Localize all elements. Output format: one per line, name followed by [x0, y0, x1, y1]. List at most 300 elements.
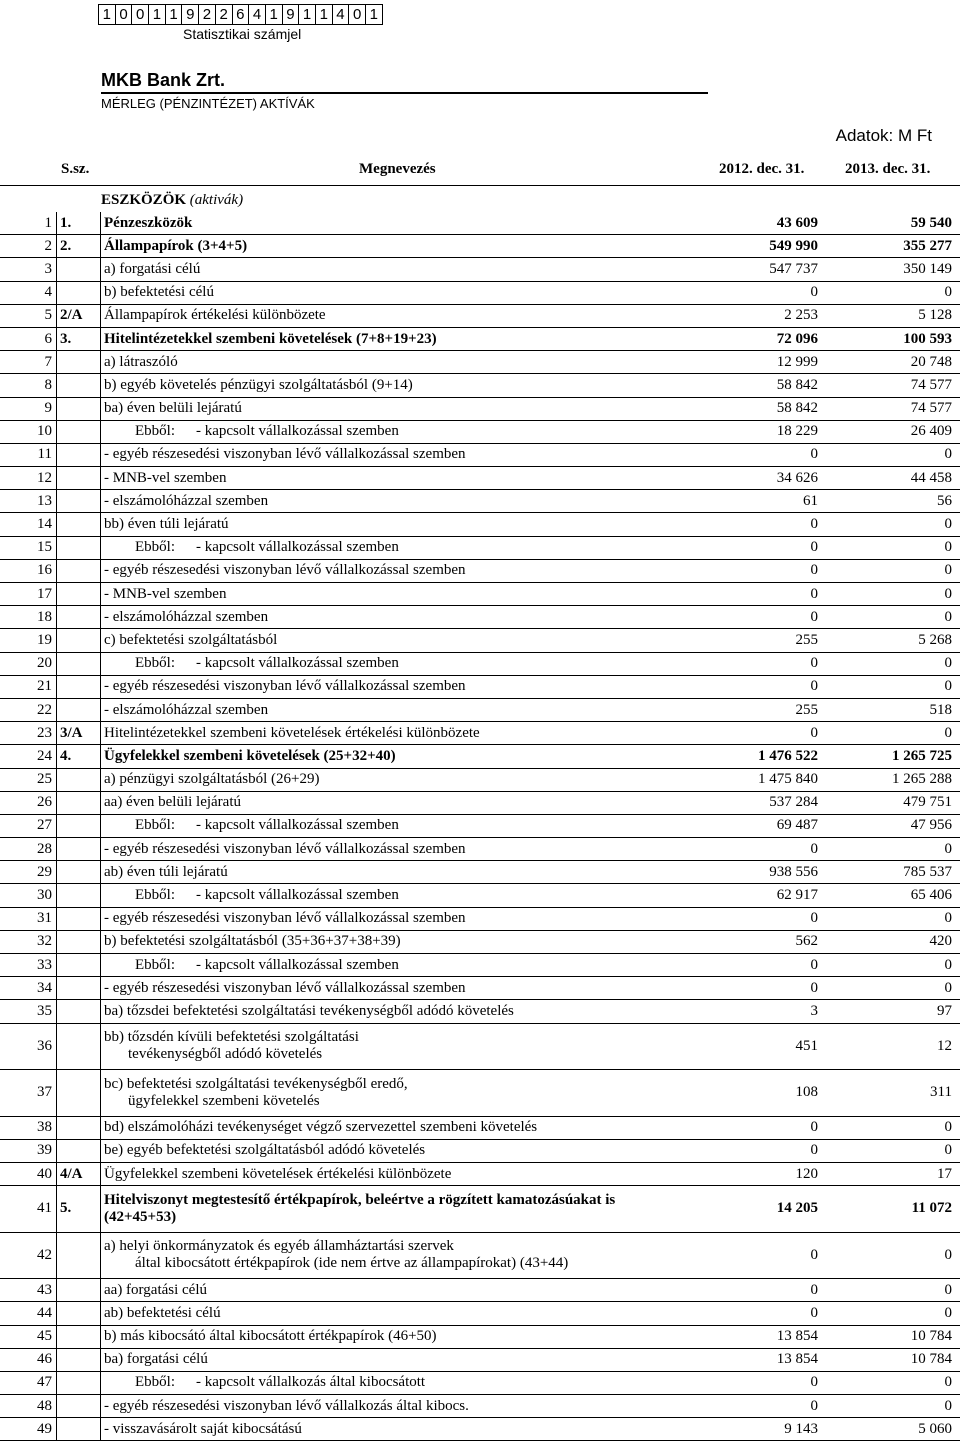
ebbol-label: Ebből:	[135, 887, 175, 904]
table-row	[0, 351, 960, 374]
row-number: 47	[0, 1371, 57, 1394]
row-label	[101, 235, 709, 258]
row-code	[57, 791, 101, 814]
value-2012: 0	[708, 954, 834, 977]
row-number: 36	[0, 1023, 57, 1070]
row-code	[57, 954, 101, 977]
row-label-text: ab) éven túli lejáratú	[104, 863, 228, 880]
row-number: 3	[0, 258, 57, 281]
row-number: 8	[0, 374, 57, 397]
value-2012: 537 284	[708, 791, 834, 814]
row-label	[101, 327, 709, 350]
row-label	[101, 304, 709, 327]
value-2013: 0	[834, 1279, 960, 1302]
row-label-text: - egyéb részesedési viszonyban lévő vállalkozással szemben	[104, 678, 466, 695]
row-label	[101, 1395, 709, 1418]
row-label	[101, 698, 709, 721]
table-row	[0, 930, 960, 953]
row-number: 17	[0, 583, 57, 606]
header-name: Megnevezés	[359, 161, 436, 177]
row-number: 15	[0, 536, 57, 559]
row-label	[101, 745, 709, 768]
stat-digit-box: 1	[265, 4, 283, 25]
table-row	[0, 397, 960, 420]
value-2012: 0	[708, 1302, 834, 1325]
row-label	[101, 1371, 709, 1394]
row-number: 26	[0, 791, 57, 814]
row-code: 3.	[57, 327, 101, 350]
row-label-text: ba) éven belüli lejáratú	[104, 400, 242, 417]
table-row	[0, 583, 960, 606]
table-row	[0, 768, 960, 791]
report-title: MÉRLEG (PÉNZINTÉZET) AKTÍVÁK	[101, 92, 708, 112]
row-label	[101, 467, 709, 490]
row-label-text: ab) befektetési célú	[104, 1304, 221, 1321]
ebbol-label: Ebből:	[135, 817, 175, 834]
stat-digit-box: 4	[332, 4, 350, 25]
row-label	[101, 443, 709, 466]
row-label-text: Pénzeszközök	[104, 214, 193, 231]
value-2012: 0	[708, 1116, 834, 1139]
value-2013: 0	[834, 977, 960, 1000]
row-label	[101, 490, 709, 513]
row-label-line2: által kibocsátott értékpapírok (ide nem értve az állampapírokat) (43+44)	[135, 1255, 569, 1272]
value-2013: 0	[834, 513, 960, 536]
header-ssz: S.sz.	[61, 161, 90, 177]
value-2012: 0	[708, 907, 834, 930]
row-label-text: aa) éven belüli lejáratú	[104, 794, 242, 811]
table-row	[0, 443, 960, 466]
row-number: 29	[0, 861, 57, 884]
value-2013: 20 748	[834, 351, 960, 374]
ebbol-label: Ebből:	[135, 1374, 175, 1391]
row-code	[57, 351, 101, 374]
table-row	[0, 1000, 960, 1023]
row-label	[101, 212, 709, 235]
row-number: 6	[0, 327, 57, 350]
row-number: 10	[0, 420, 57, 443]
row-number: 44	[0, 1302, 57, 1325]
value-2012: 0	[708, 1232, 834, 1279]
row-sublabel: - kapcsolt vállalkozással szemben	[196, 956, 399, 973]
section-title-text: ESZKÖZÖK	[101, 192, 187, 208]
row-code	[57, 397, 101, 420]
row-label-text: be) egyéb befektetési szolgáltatásból adódó követelés	[104, 1142, 426, 1159]
row-code: 2.	[57, 235, 101, 258]
table-row	[0, 467, 960, 490]
table-row	[0, 907, 960, 930]
value-2013: 100 593	[834, 327, 960, 350]
row-number: 25	[0, 768, 57, 791]
row-code: 4.	[57, 745, 101, 768]
stat-number-boxes	[98, 4, 383, 25]
row-label-text: Hitelintézetekkel szembeni követelések (7+8+19+23)	[104, 330, 437, 347]
value-2012: 62 917	[708, 884, 834, 907]
row-number: 21	[0, 675, 57, 698]
row-label	[101, 559, 709, 582]
table-row	[0, 791, 960, 814]
row-label-text: - egyéb részesedési viszonyban lévő vállalkozással szemben	[104, 910, 466, 927]
value-2013: 5 128	[834, 304, 960, 327]
row-label-text: a) forgatási célú	[104, 260, 201, 277]
value-2013: 0	[834, 583, 960, 606]
value-2013: 1 265 725	[834, 745, 960, 768]
row-label-text: Állampapírok (3+4+5)	[104, 237, 248, 254]
row-number: 42	[0, 1232, 57, 1279]
value-2012: 13 854	[708, 1325, 834, 1348]
table-row	[0, 977, 960, 1000]
stat-digit-box: 6	[232, 4, 250, 25]
row-label	[101, 1000, 709, 1023]
row-number: 49	[0, 1418, 57, 1441]
row-number: 4	[0, 281, 57, 304]
row-code	[57, 1232, 101, 1279]
table-row	[0, 490, 960, 513]
stat-digit-box: 1	[148, 4, 166, 25]
row-code	[57, 1371, 101, 1394]
row-label-text: Ügyfelekkel szembeni követelések (25+32+40)	[104, 747, 396, 764]
section-note: (aktivák)	[189, 192, 244, 208]
row-code	[57, 513, 101, 536]
table-row	[0, 1139, 960, 1162]
table-row	[0, 861, 960, 884]
table-row	[0, 698, 960, 721]
row-label-text: b) más kibocsátó által kibocsátott értékpapírok (46+50)	[104, 1328, 437, 1345]
row-label	[101, 1279, 709, 1302]
row-label	[101, 838, 709, 861]
table-row	[0, 814, 960, 837]
value-2012: 72 096	[708, 327, 834, 350]
row-label	[101, 791, 709, 814]
ebbol-label: Ebből:	[135, 423, 175, 440]
value-2012: 108	[708, 1070, 834, 1117]
value-2012: 3	[708, 1000, 834, 1023]
row-code	[57, 861, 101, 884]
row-number: 34	[0, 977, 57, 1000]
table-row	[0, 1116, 960, 1139]
header-col-2013: 2013. dec. 31.	[845, 161, 931, 177]
row-number: 1	[0, 212, 57, 235]
row-number: 19	[0, 629, 57, 652]
stat-digit-box: 1	[298, 4, 316, 25]
row-label-line2: (42+45+53)	[104, 1208, 177, 1225]
section-title	[101, 192, 243, 209]
value-2013: 0	[834, 722, 960, 745]
row-label-text: ba) forgatási célú	[104, 1351, 208, 1368]
row-number: 20	[0, 652, 57, 675]
value-2013: 0	[834, 1116, 960, 1139]
ebbol-label: Ebből:	[135, 539, 175, 556]
row-code	[57, 1000, 101, 1023]
row-label-line2: tevékenységből adódó követelés	[128, 1046, 323, 1063]
value-2012: 58 842	[708, 374, 834, 397]
row-code	[57, 907, 101, 930]
row-label-text: Hitelintézetekkel szembeni követelések értékelési különbözete	[104, 724, 480, 741]
value-2013: 5 268	[834, 629, 960, 652]
stat-digit-box: 1	[365, 4, 383, 25]
row-number: 9	[0, 397, 57, 420]
table-row	[0, 235, 960, 258]
row-number: 48	[0, 1395, 57, 1418]
header-col-2012: 2012. dec. 31.	[719, 161, 805, 177]
value-2013: 97	[834, 1000, 960, 1023]
row-number: 39	[0, 1139, 57, 1162]
row-number: 46	[0, 1348, 57, 1371]
row-number: 23	[0, 722, 57, 745]
row-code	[57, 606, 101, 629]
table-row	[0, 420, 960, 443]
row-code	[57, 1023, 101, 1070]
row-label	[101, 351, 709, 374]
row-label	[101, 675, 709, 698]
row-label-text: - elszámolóházzal szemben	[104, 492, 269, 509]
table-row	[0, 304, 960, 327]
row-code	[57, 536, 101, 559]
table-row	[0, 1186, 960, 1233]
row-label	[101, 583, 709, 606]
row-label	[101, 1116, 709, 1139]
value-2013: 0	[834, 1302, 960, 1325]
table-row	[0, 258, 960, 281]
value-2013: 479 751	[834, 791, 960, 814]
value-2012: 0	[708, 838, 834, 861]
row-number: 11	[0, 443, 57, 466]
value-2013: 65 406	[834, 884, 960, 907]
table-row	[0, 954, 960, 977]
stat-digit-box: 1	[165, 4, 183, 25]
row-code	[57, 652, 101, 675]
row-label	[101, 258, 709, 281]
stat-digit-box: 0	[348, 4, 366, 25]
value-2012: 34 626	[708, 467, 834, 490]
value-2013: 1 265 288	[834, 768, 960, 791]
value-2013: 0	[834, 1371, 960, 1394]
value-2012: 58 842	[708, 397, 834, 420]
table-row	[0, 374, 960, 397]
row-code	[57, 977, 101, 1000]
row-label-text: bb) éven túli lejáratú	[104, 516, 229, 533]
value-2012: 0	[708, 722, 834, 745]
stat-digit-box: 9	[181, 4, 199, 25]
value-2012: 14 205	[708, 1186, 834, 1233]
row-code: 5.	[57, 1186, 101, 1233]
row-number: 13	[0, 490, 57, 513]
value-2013: 0	[834, 838, 960, 861]
row-label	[101, 1418, 709, 1441]
row-number: 12	[0, 467, 57, 490]
row-label	[101, 1070, 709, 1117]
row-code	[57, 1302, 101, 1325]
value-2013: 0	[834, 675, 960, 698]
value-2013: 12	[834, 1023, 960, 1070]
row-label-text: - MNB-vel szemben	[104, 469, 227, 486]
row-label	[101, 652, 709, 675]
bank-name: MKB Bank Zrt.	[101, 70, 226, 90]
value-2013: 0	[834, 443, 960, 466]
row-number: 35	[0, 1000, 57, 1023]
row-label	[101, 1325, 709, 1348]
value-2013: 47 956	[834, 814, 960, 837]
value-2013: 10 784	[834, 1325, 960, 1348]
row-label-text: - egyéb részesedési viszonyban lévő vállalkozással szemben	[104, 840, 466, 857]
value-2013: 10 784	[834, 1348, 960, 1371]
table-row	[0, 1371, 960, 1394]
row-number: 27	[0, 814, 57, 837]
row-sublabel: - kapcsolt vállalkozással szemben	[196, 539, 399, 556]
row-label-line2: ügyfelekkel szembeni követelés	[128, 1092, 320, 1109]
row-sublabel: - kapcsolt vállalkozás által kibocsátott	[196, 1374, 426, 1391]
row-label-text: - egyéb részesedési viszonyban lévő vállalkozással szemben	[104, 446, 466, 463]
row-label	[101, 1232, 709, 1279]
row-number: 33	[0, 954, 57, 977]
table-row	[0, 281, 960, 304]
row-label	[101, 1139, 709, 1162]
row-code	[57, 1279, 101, 1302]
row-number: 18	[0, 606, 57, 629]
value-2012: 0	[708, 583, 834, 606]
row-code	[57, 629, 101, 652]
row-label	[101, 281, 709, 304]
row-code	[57, 490, 101, 513]
table-row	[0, 1162, 960, 1185]
stat-number-label: Statisztikai számjel	[183, 26, 302, 42]
value-2013: 5 060	[834, 1418, 960, 1441]
row-code	[57, 258, 101, 281]
row-sublabel: - kapcsolt vállalkozással szemben	[196, 655, 399, 672]
value-2013: 74 577	[834, 374, 960, 397]
row-label-text: b) befektetési célú	[104, 284, 214, 301]
value-2012: 0	[708, 1395, 834, 1418]
value-2013: 44 458	[834, 467, 960, 490]
ebbol-label: Ebből:	[135, 655, 175, 672]
table-row	[0, 1232, 960, 1279]
row-label-text: c) befektetési szolgáltatásból	[104, 631, 278, 648]
row-label	[101, 814, 709, 837]
stat-digit-box: 1	[98, 4, 116, 25]
table-row	[0, 629, 960, 652]
table-row	[0, 1325, 960, 1348]
value-2012: 2 253	[708, 304, 834, 327]
row-sublabel: - kapcsolt vállalkozással szemben	[196, 817, 399, 834]
row-number: 5	[0, 304, 57, 327]
stat-digit-box: 9	[282, 4, 300, 25]
value-2013: 26 409	[834, 420, 960, 443]
row-code	[57, 443, 101, 466]
value-2013: 0	[834, 281, 960, 304]
value-2012: 0	[708, 559, 834, 582]
value-2012: 0	[708, 536, 834, 559]
row-label-text: b) befektetési szolgáltatásból (35+36+37+38+39)	[104, 933, 401, 950]
table-row	[0, 1348, 960, 1371]
table-row	[0, 838, 960, 861]
value-2012: 120	[708, 1162, 834, 1185]
row-sublabel: - kapcsolt vállalkozással szemben	[196, 423, 399, 440]
row-label-line1: Hitelviszonyt megtestesítő értékpapírok, beleértve a rögzített kamatozásúakat is	[104, 1191, 616, 1208]
value-2013: 311	[834, 1070, 960, 1117]
row-label	[101, 954, 709, 977]
table-row	[0, 1302, 960, 1325]
row-label	[101, 1302, 709, 1325]
row-label-text: - egyéb részesedési viszonyban lévő vállalkozással szemben	[104, 979, 466, 996]
table-row	[0, 745, 960, 768]
row-number: 22	[0, 698, 57, 721]
table-row	[0, 652, 960, 675]
stat-digit-box: 2	[198, 4, 216, 25]
table-row	[0, 513, 960, 536]
table-row	[0, 722, 960, 745]
row-label-text: a) látraszóló	[104, 353, 178, 370]
row-number: 38	[0, 1116, 57, 1139]
row-code: 3/A	[57, 722, 101, 745]
value-2012: 13 854	[708, 1348, 834, 1371]
value-2013: 0	[834, 1139, 960, 1162]
row-code	[57, 467, 101, 490]
row-code	[57, 698, 101, 721]
value-2012: 938 556	[708, 861, 834, 884]
value-2013: 355 277	[834, 235, 960, 258]
row-label	[101, 977, 709, 1000]
value-2012: 61	[708, 490, 834, 513]
row-code	[57, 884, 101, 907]
value-2012: 12 999	[708, 351, 834, 374]
row-code	[57, 1348, 101, 1371]
row-code	[57, 1325, 101, 1348]
balance-table	[0, 212, 960, 1441]
stat-digit-box: 1	[315, 4, 333, 25]
row-label	[101, 1186, 709, 1233]
row-code	[57, 675, 101, 698]
row-label-text: Ügyfelekkel szembeni követelések értékelési különbözete	[104, 1165, 452, 1182]
value-2013: 17	[834, 1162, 960, 1185]
value-2013: 0	[834, 1232, 960, 1279]
value-2012: 0	[708, 443, 834, 466]
table-row	[0, 884, 960, 907]
row-label-text: bd) elszámolóházi tevékenységet végző szervezettel szembeni követelés	[104, 1119, 538, 1136]
value-2012: 562	[708, 930, 834, 953]
table-row	[0, 1023, 960, 1070]
row-number: 45	[0, 1325, 57, 1348]
row-label-text: aa) forgatási célú	[104, 1281, 208, 1298]
value-2012: 547 737	[708, 258, 834, 281]
row-code	[57, 1395, 101, 1418]
row-code	[57, 1070, 101, 1117]
row-label	[101, 513, 709, 536]
row-label-text: - visszavásárolt saját kibocsátású	[104, 1420, 302, 1437]
row-code	[57, 1116, 101, 1139]
value-2012: 69 487	[708, 814, 834, 837]
ebbol-label: Ebből:	[135, 956, 175, 973]
unit-label: Adatok: M Ft	[835, 126, 932, 145]
row-number: 32	[0, 930, 57, 953]
row-code	[57, 374, 101, 397]
row-code	[57, 814, 101, 837]
table-row	[0, 559, 960, 582]
row-label-text: - elszámolóházzal szemben	[104, 701, 269, 718]
value-2012: 451	[708, 1023, 834, 1070]
row-number: 16	[0, 559, 57, 582]
value-2013: 59 540	[834, 212, 960, 235]
row-number: 37	[0, 1070, 57, 1117]
row-label	[101, 374, 709, 397]
value-2013: 0	[834, 559, 960, 582]
table-row	[0, 1279, 960, 1302]
row-label-text: a) pénzügyi szolgáltatásból (26+29)	[104, 771, 320, 788]
row-label-text: Állampapírok értékelési különbözete	[104, 307, 326, 324]
table-row	[0, 1418, 960, 1441]
value-2012: 0	[708, 652, 834, 675]
row-number: 41	[0, 1186, 57, 1233]
row-number: 7	[0, 351, 57, 374]
